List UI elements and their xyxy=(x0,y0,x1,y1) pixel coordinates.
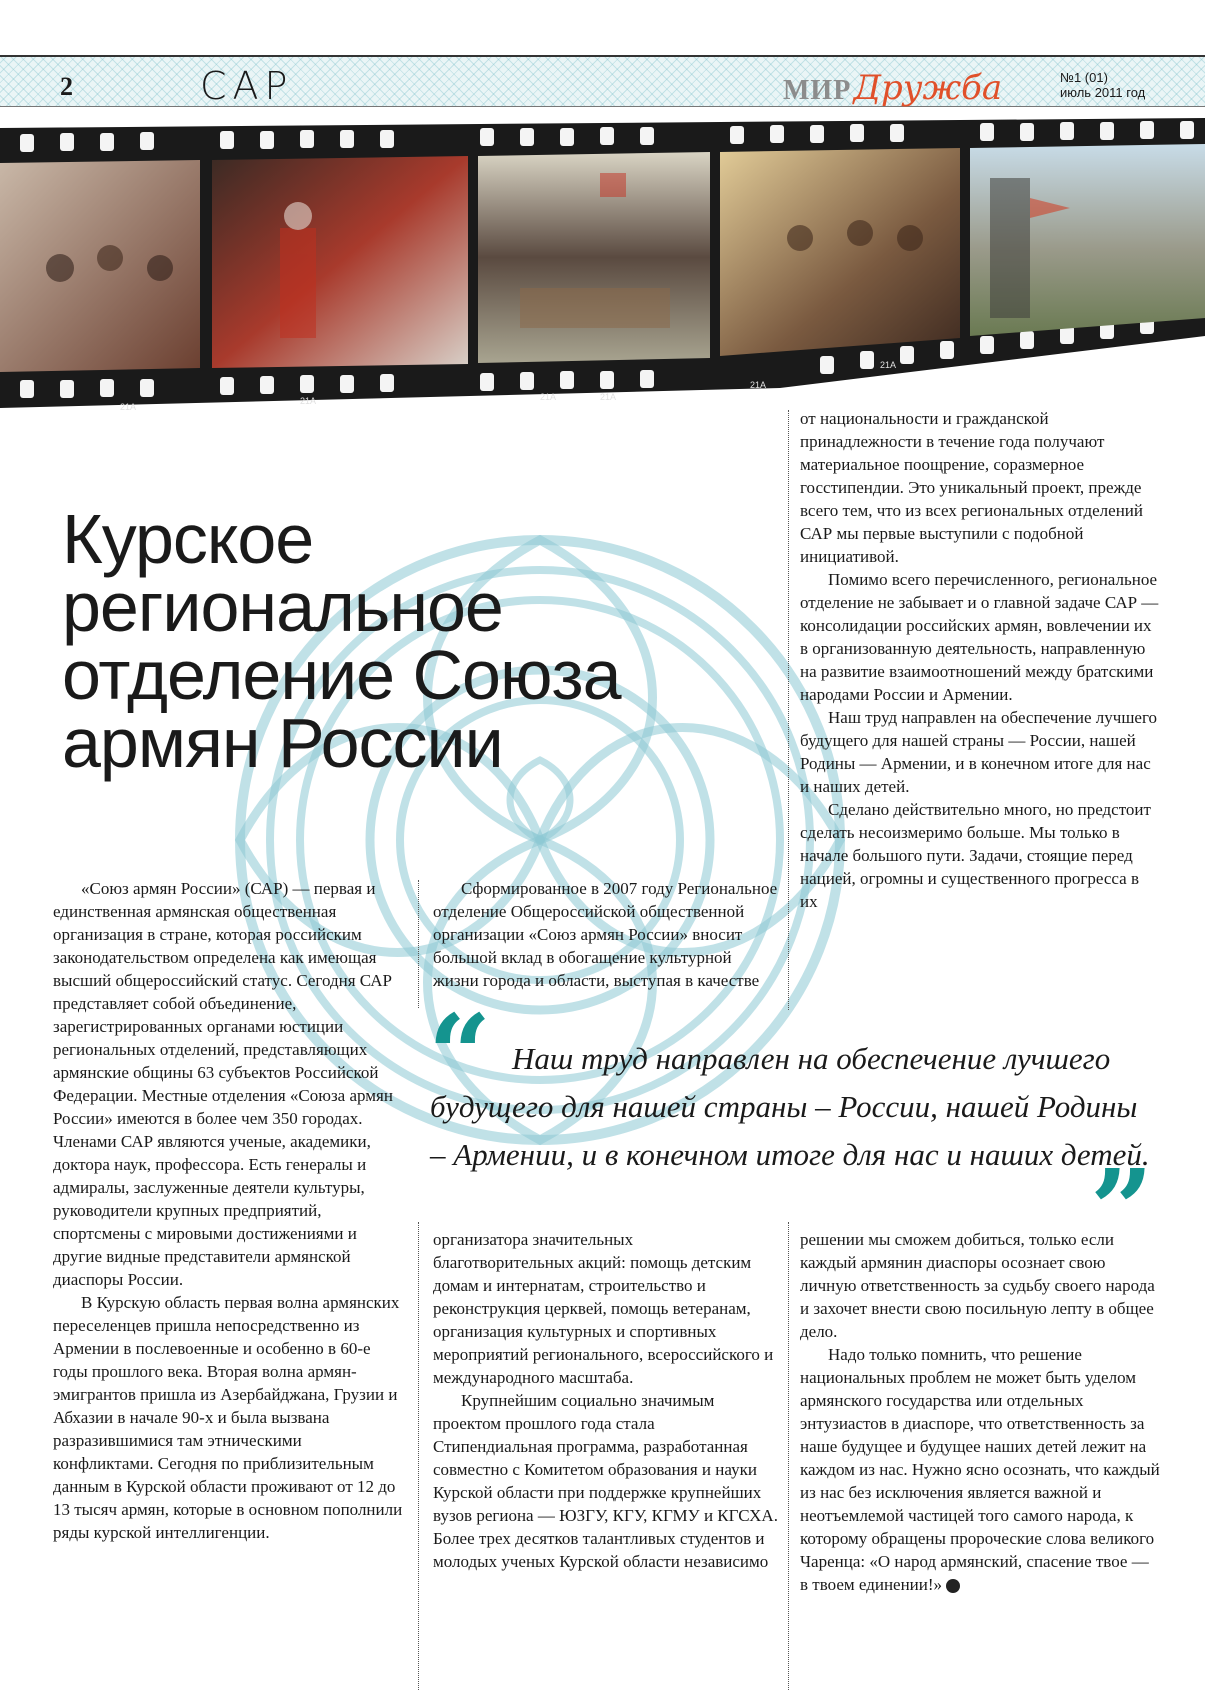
close-quote-icon: ” xyxy=(1090,1145,1154,1274)
column-rule xyxy=(418,1222,419,1690)
column-rule xyxy=(418,880,419,1008)
flowers-ceremony-photo xyxy=(720,148,960,356)
film-strip xyxy=(0,118,1205,448)
article-column-3-bottom xyxy=(800,1228,1160,1596)
paragraph: Сформированное в 2007 году Региональное отделение Общероссийской общественной организации «Союз армян России» вносит большой вклад в обогащение культурной жизни города и области, выступая в качестве xyxy=(433,879,778,990)
frame-mark: 21A xyxy=(600,392,617,402)
paragraph: решении мы сможем добиться, только если каждый армянин диаспоры осознает свою личную ответственность за судьбу своего народа и захочет внести свою посильную лепту в общее дело. xyxy=(800,1230,1155,1341)
newspaper-logo xyxy=(783,68,1002,108)
frame-mark: 21A xyxy=(750,380,767,390)
open-quote-icon: “ xyxy=(428,990,492,1119)
closing-paragraph-text: Надо только помнить, что решение национальных проблем не может быть уделом армянского государства или отдельных энтузиастов в диаспоре, что ответственность за наше будущее и будущее наших детей лежит на каждом из нас. Нужно ясно осознать, что каждый из нас без исключения является важной и неотъемлемой частицей того самого народа, к которому обращены пророческие слова великого Чаренца: «О народ армянский, спасение твое — в твоем единении!» xyxy=(800,1345,1160,1594)
section-title: САР xyxy=(200,64,294,108)
article-column-1 xyxy=(53,877,405,1544)
conference-table-photo xyxy=(478,152,710,363)
logo-word-druzhba: Дружба xyxy=(853,68,1003,108)
paragraph: «Союз армян России» (САР) — первая и единственная армянская общественная организация в стране, которая российским законодательством определена как имеющая высший общероссийский статус. Сегодня САР представляет собой объединение, зарегистрированных органами юстиции региональных отделений, представляющих армянские общины 63 субъектов Российской Федерации. Местные отделения «Союза армян России» имеются в более чем 350 городах. Членами САР являются ученые, академики, доктора наук, профессора. Есть генералы и адмиралы, заслуженные деятели культуры, руководители крупных предприятий, спортсмены с мировыми достижениями и другие видные представители армянской диаспоры России. xyxy=(53,879,393,1289)
paragraph: В Курскую область первая волна армянских переселенцев пришла непосредственно из Армении в послевоенные и особенно в 60-е годы прошлого века. Вторая волна армян-эмигрантов пришла из Азербайджана, Грузии и Абхазии в начале 90-х и была вызвана разразившимися там этническими конфликтами. Сегодня по приблизительным данным в Курской области проживают от 12 до 13 тысяч армян, которые в основном пополнили ряды курской интеллигенции. xyxy=(53,1293,403,1542)
issue-date: июль 2011 год xyxy=(1060,85,1146,100)
page-header-band xyxy=(0,55,1205,107)
frame-mark: 21A xyxy=(120,402,137,412)
frame-mark: 21A xyxy=(540,392,557,402)
new-year-party-photo xyxy=(212,156,468,368)
logo-word-mir: МИР xyxy=(783,75,852,106)
end-of-article-icon: ✱ xyxy=(946,1579,960,1593)
paragraph: Помимо всего перечисленного, региональное отделение не забывает и о главной задаче САР — консолидации российских армян, вовлечении их в организованную деятельность, направленную на развитие взаимоотношений между братскими народами России и Армении. xyxy=(800,570,1159,704)
paragraph: Наш труд направлен на обеспечение лучшего будущего для нашей страны — России, нашей Родины — Армении, и в конечном итоге для нас и наших детей. xyxy=(800,708,1158,796)
frame-mark: 21A xyxy=(300,396,317,406)
paragraph: Крупнейшим социально значимым проектом прошлого года стала Стипендиальная программа, разработанная совместно с Комитетом образования и науки Курской области при поддержке крупнейших вузов региона — ЮЗГУ, КГУ, КГМУ и КГСХА. Более трех десятков талантливых студентов и молодых ученых Курской области независимо xyxy=(433,1391,778,1571)
issue-info xyxy=(1060,70,1145,100)
paragraph: Сделано действительно много, но предстоит сделать несоизмеримо больше. Мы только в начале большого пути. Задачи, стоящие перед нацией, огромны и существенного прогресса в их xyxy=(800,800,1151,911)
article-headline: Курское региональное отделение Союза армян России xyxy=(62,500,621,782)
column-rule xyxy=(788,410,789,1010)
frame-mark: 21A xyxy=(880,360,897,370)
page-number: 2 xyxy=(60,72,73,101)
column-rule xyxy=(788,1222,789,1690)
paragraph: организатора значительных благотворительных акций: помощь детским домам и интернатам, строительство и реконструкция церквей, помощь ветеранам, организация культурных и спортивных мероприятий регионального, всероссийского и международного масштаба. xyxy=(433,1230,774,1387)
pull-quote: Наш труд направлен на обеспечение лучшего будущего для нашей страны – России, нашей Родины – Армении, и в конечном итоге для нас и наших детей. xyxy=(430,1041,1150,1172)
paragraph xyxy=(800,1343,1160,1596)
article-column-3-top xyxy=(800,407,1160,913)
paragraph: от национальности и гражданской принадлежности в течение года получают материальное поощрение, соразмерное госстипендии. Это уникальный проект, прежде всего тем, что из всех региональных отделений САР мы первые выступили с подобной инициативой. xyxy=(800,409,1143,566)
issue-number: №1 (01) xyxy=(1060,70,1108,85)
article-column-2-bottom xyxy=(433,1228,778,1573)
article-column-2-top xyxy=(433,877,778,992)
